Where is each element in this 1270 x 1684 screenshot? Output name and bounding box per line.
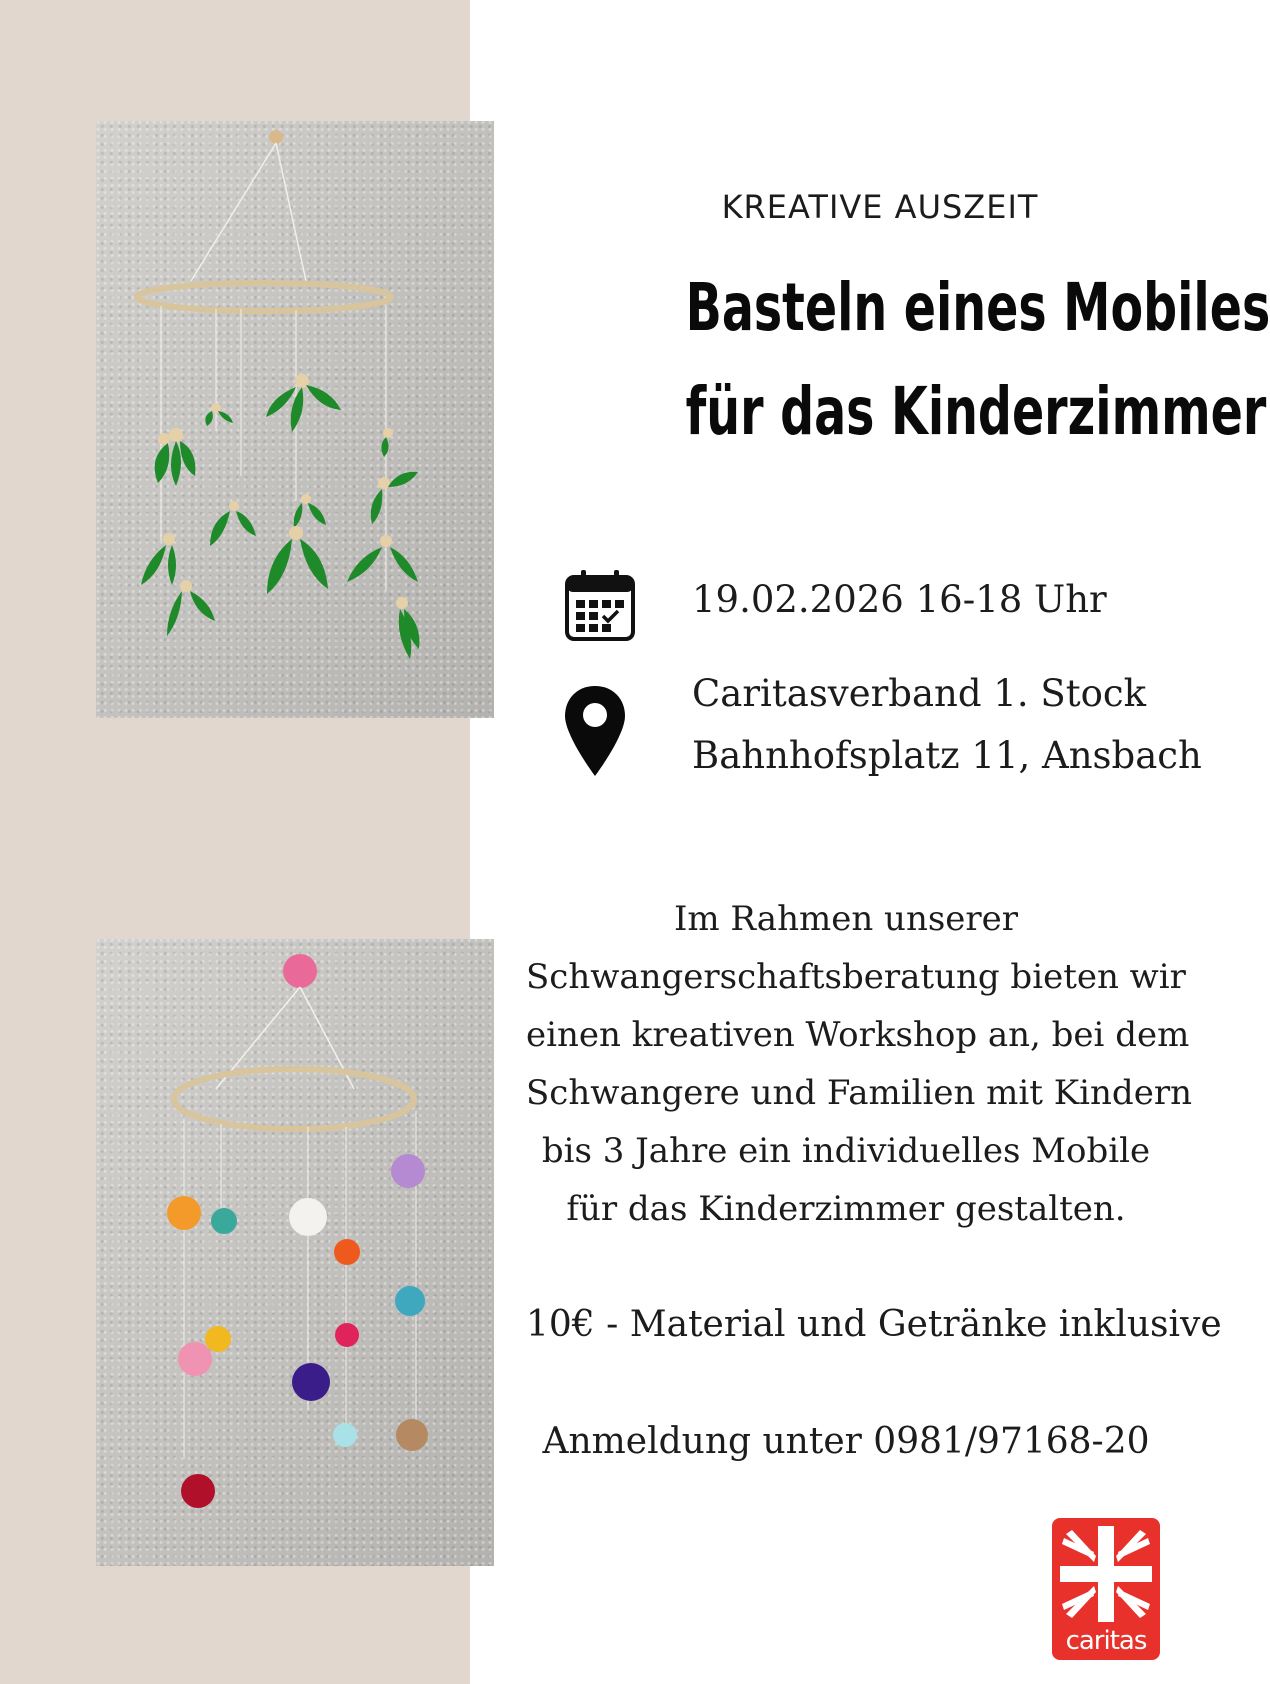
event-location-line-1: Caritasverband 1. Stock <box>692 672 1147 715</box>
caritas-cross-icon <box>1052 1518 1160 1630</box>
event-date-time: 19.02.2026 16-18 Uhr <box>692 578 1107 621</box>
logo-text: caritas <box>1065 1626 1147 1656</box>
page-title <box>685 256 1270 464</box>
description-line: Im Rahmen unserer <box>673 899 1019 939</box>
description-line: bis 3 Jahre ein individuelles Mobile <box>541 1131 1151 1171</box>
leaf-mobile-illustration <box>96 121 494 718</box>
photo-felt-ball-mobile <box>96 939 494 1566</box>
eyebrow-label: KREATIVE AUSZEIT <box>721 188 1039 226</box>
registration-info: Anmeldung unter 0981/97168-20 <box>542 1421 1150 1462</box>
price-info: 10€ - Material und Getränke inklusive <box>526 1304 1222 1345</box>
description-line: Schwangerschaftsberatung bieten wir <box>526 957 1186 997</box>
felt-ball-mobile-illustration <box>96 939 494 1566</box>
photo-leaf-mobile <box>96 121 494 718</box>
title-line-2: für das Kinderzimmer <box>685 373 1267 450</box>
calendar-icon <box>564 568 636 642</box>
map-pin-icon <box>563 684 627 778</box>
event-location-line-2: Bahnhofsplatz 11, Ansbach <box>692 734 1202 777</box>
caritas-logo <box>1052 1518 1160 1660</box>
title-line-1: Basteln eines Mobiles <box>685 269 1270 346</box>
description-line: für das Kinderzimmer gestalten. <box>566 1189 1126 1229</box>
description-line: einen kreativen Workshop an, bei dem <box>526 1015 1190 1055</box>
description-line: Schwangere und Familien mit Kindern <box>526 1073 1192 1113</box>
description <box>526 890 1192 1238</box>
